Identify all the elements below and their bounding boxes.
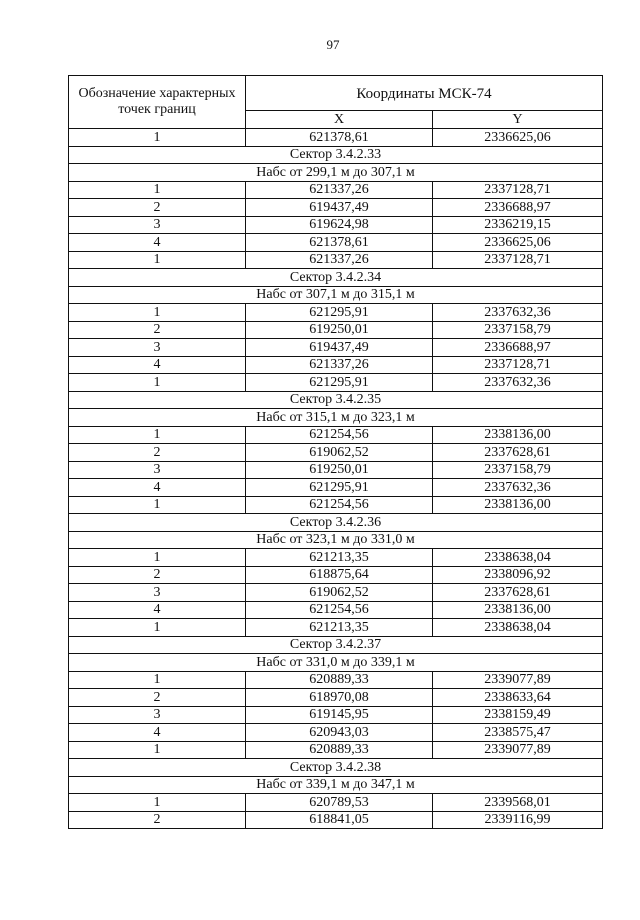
- x-coordinate-cell: 621295,91: [246, 374, 433, 392]
- sector-title-row: Сектор 3.4.2.34: [69, 269, 603, 287]
- x-coordinate-cell: 621378,61: [246, 234, 433, 252]
- x-coordinate-cell: 618970,08: [246, 689, 433, 707]
- height-range-row: Набс от 315,1 м до 323,1 м: [69, 409, 603, 427]
- x-coordinate-cell: 619250,01: [246, 462, 433, 480]
- y-coordinate-cell: 2336688,97: [433, 199, 603, 217]
- point-number-cell: 1: [69, 374, 246, 392]
- x-coordinate-cell: 621295,91: [246, 479, 433, 497]
- y-coordinate-cell: 2336625,06: [433, 129, 603, 147]
- y-coordinate-cell: 2337628,61: [433, 584, 603, 602]
- y-coordinate-cell: 2338136,00: [433, 497, 603, 515]
- point-number-cell: 1: [69, 794, 246, 812]
- y-coordinate-cell: 2338575,47: [433, 724, 603, 742]
- y-coordinate-cell: 2337628,61: [433, 444, 603, 462]
- point-number-cell: 3: [69, 339, 246, 357]
- x-coordinate-cell: 621254,56: [246, 427, 433, 445]
- y-coordinate-cell: 2338096,92: [433, 567, 603, 585]
- point-number-cell: 4: [69, 724, 246, 742]
- x-coordinate-cell: 621337,26: [246, 357, 433, 375]
- y-coordinate-cell: 2338159,49: [433, 707, 603, 725]
- x-coordinate-cell: 621295,91: [246, 304, 433, 322]
- y-coordinate-cell: 2337632,36: [433, 374, 603, 392]
- sector-title-row: Сектор 3.4.2.33: [69, 147, 603, 165]
- x-coordinate-cell: 621337,26: [246, 252, 433, 270]
- x-coordinate-cell: 619145,95: [246, 707, 433, 725]
- point-number-cell: 1: [69, 182, 246, 200]
- point-number-cell: 1: [69, 427, 246, 445]
- point-number-cell: 1: [69, 549, 246, 567]
- y-coordinate-cell: 2336688,97: [433, 339, 603, 357]
- point-number-cell: 1: [69, 619, 246, 637]
- page-number: 97: [326, 37, 340, 52]
- y-coordinate-cell: 2339568,01: [433, 794, 603, 812]
- y-coordinate-cell: 2338638,04: [433, 549, 603, 567]
- header-x-label: X: [246, 111, 433, 129]
- header-coordinates-label: Координаты МСК-74: [246, 76, 603, 111]
- x-coordinate-cell: 619624,98: [246, 217, 433, 235]
- point-number-cell: 1: [69, 672, 246, 690]
- y-coordinate-cell: 2337632,36: [433, 304, 603, 322]
- point-number-cell: 2: [69, 812, 246, 830]
- y-coordinate-cell: 2337128,71: [433, 252, 603, 270]
- y-coordinate-cell: 2339077,89: [433, 672, 603, 690]
- height-range-row: Набс от 307,1 м до 315,1 м: [69, 287, 603, 305]
- y-coordinate-cell: 2337632,36: [433, 479, 603, 497]
- x-coordinate-cell: 619250,01: [246, 322, 433, 340]
- x-coordinate-cell: 621378,61: [246, 129, 433, 147]
- x-coordinate-cell: 620889,33: [246, 742, 433, 760]
- x-coordinate-cell: 621254,56: [246, 497, 433, 515]
- height-range-row: Набс от 299,1 м до 307,1 м: [69, 164, 603, 182]
- point-number-cell: 2: [69, 199, 246, 217]
- height-range-row: Набс от 331,0 м до 339,1 м: [69, 654, 603, 672]
- y-coordinate-cell: 2339116,99: [433, 812, 603, 830]
- y-coordinate-cell: 2337128,71: [433, 182, 603, 200]
- height-range-row: Набс от 339,1 м до 347,1 м: [69, 777, 603, 795]
- point-number-cell: 2: [69, 444, 246, 462]
- y-coordinate-cell: 2338633,64: [433, 689, 603, 707]
- point-number-cell: 4: [69, 479, 246, 497]
- x-coordinate-cell: 619437,49: [246, 339, 433, 357]
- point-number-cell: 1: [69, 742, 246, 760]
- point-number-cell: 4: [69, 234, 246, 252]
- x-coordinate-cell: 619062,52: [246, 444, 433, 462]
- y-coordinate-cell: 2337128,71: [433, 357, 603, 375]
- x-coordinate-cell: 619062,52: [246, 584, 433, 602]
- x-coordinate-cell: 621337,26: [246, 182, 433, 200]
- y-coordinate-cell: 2338638,04: [433, 619, 603, 637]
- y-coordinate-cell: 2337158,79: [433, 322, 603, 340]
- point-number-cell: 1: [69, 129, 246, 147]
- point-number-cell: 2: [69, 567, 246, 585]
- x-coordinate-cell: 621213,35: [246, 619, 433, 637]
- header-y-label: Y: [433, 111, 603, 129]
- point-number-cell: 1: [69, 304, 246, 322]
- point-number-cell: 3: [69, 217, 246, 235]
- y-coordinate-cell: 2337158,79: [433, 462, 603, 480]
- x-coordinate-cell: 621254,56: [246, 602, 433, 620]
- x-coordinate-cell: 620889,33: [246, 672, 433, 690]
- point-number-cell: 2: [69, 322, 246, 340]
- coordinates-table: [68, 75, 603, 829]
- sector-title-row: Сектор 3.4.2.36: [69, 514, 603, 532]
- header-point-label: Обозначение характерных точек границ: [69, 76, 246, 129]
- y-coordinate-cell: 2336219,15: [433, 217, 603, 235]
- x-coordinate-cell: 619437,49: [246, 199, 433, 217]
- point-number-cell: 3: [69, 584, 246, 602]
- y-coordinate-cell: 2336625,06: [433, 234, 603, 252]
- sector-title-row: Сектор 3.4.2.37: [69, 637, 603, 655]
- y-coordinate-cell: 2339077,89: [433, 742, 603, 760]
- x-coordinate-cell: 620789,53: [246, 794, 433, 812]
- point-number-cell: 1: [69, 252, 246, 270]
- point-number-cell: 1: [69, 497, 246, 515]
- y-coordinate-cell: 2338136,00: [433, 427, 603, 445]
- sector-title-row: Сектор 3.4.2.35: [69, 392, 603, 410]
- height-range-row: Набс от 323,1 м до 331,0 м: [69, 532, 603, 550]
- point-number-cell: 4: [69, 357, 246, 375]
- x-coordinate-cell: 618875,64: [246, 567, 433, 585]
- x-coordinate-cell: 621213,35: [246, 549, 433, 567]
- x-coordinate-cell: 618841,05: [246, 812, 433, 830]
- x-coordinate-cell: 620943,03: [246, 724, 433, 742]
- point-number-cell: 3: [69, 462, 246, 480]
- sector-title-row: Сектор 3.4.2.38: [69, 759, 603, 777]
- point-number-cell: 3: [69, 707, 246, 725]
- point-number-cell: 4: [69, 602, 246, 620]
- y-coordinate-cell: 2338136,00: [433, 602, 603, 620]
- point-number-cell: 2: [69, 689, 246, 707]
